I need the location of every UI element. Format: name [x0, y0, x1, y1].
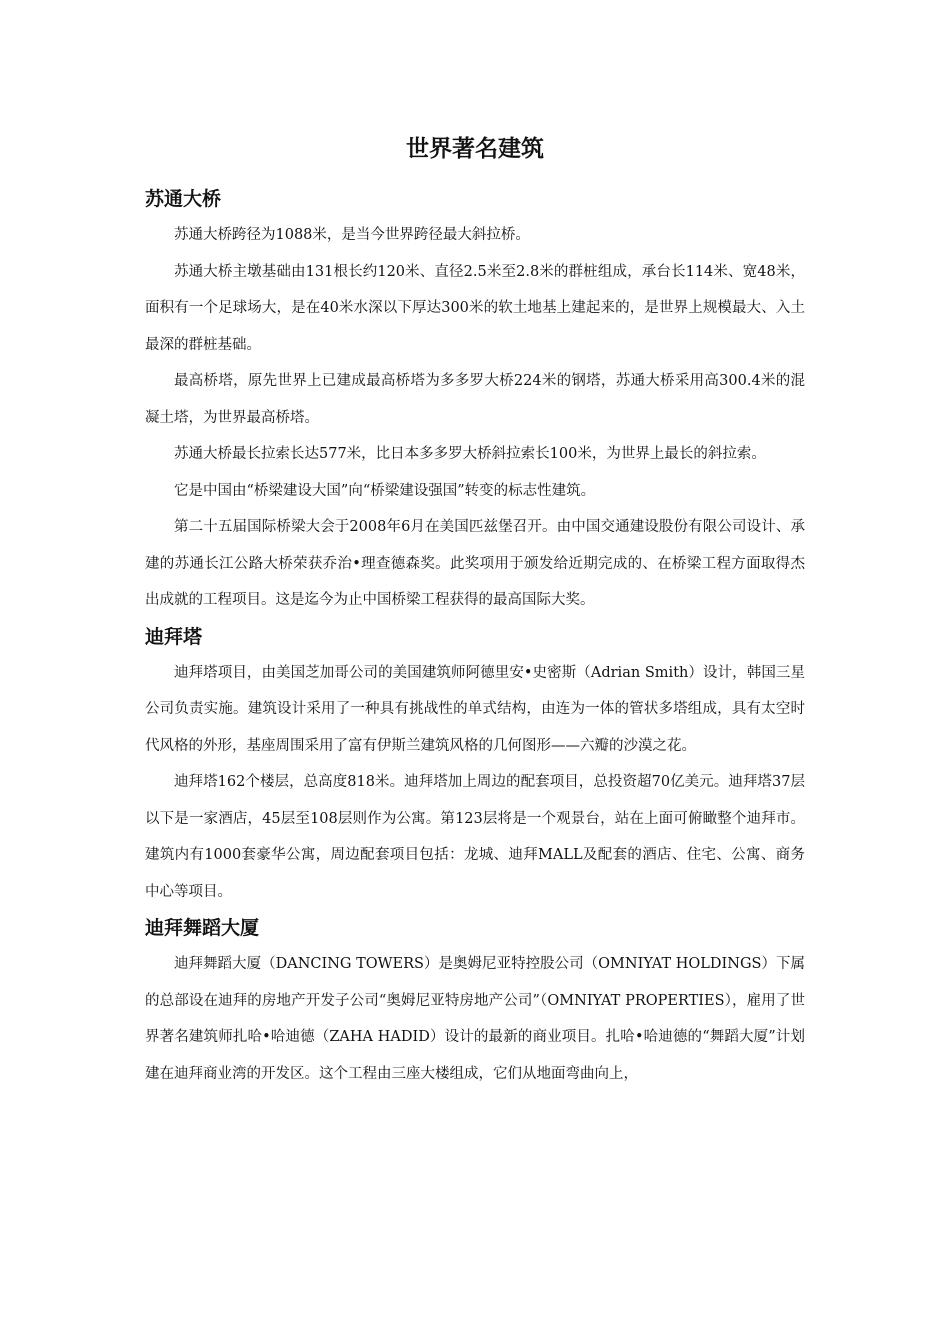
- section-dancing-towers: [145, 910, 805, 1092]
- paragraph: 苏通大桥主墩基础由131根长约120米、直径2.5米至2.8米的群桩组成，承台长114米、宽48米，面积有一个足球场大，是在40米水深以下厚达300米的软土地基上建起来的，是世界上规模最大、入土最深的群桩基础。: [145, 263, 805, 353]
- paragraph: 苏通大桥跨径为1088米，是当今世界跨径最大斜拉桥。: [174, 227, 530, 243]
- section-sutong-bridge: [145, 181, 805, 619]
- document-title: 世界著名建筑: [406, 136, 544, 162]
- paragraph: 苏通大桥最长拉索长达577米，比日本多多罗大桥斜拉索长100米，为世界上最长的斜拉索。: [174, 446, 766, 462]
- paragraph: 它是中国由“桥梁建设大国”向“桥梁建设强国”转变的标志性建筑。: [174, 482, 596, 499]
- paragraph: 第二十五届国际桥梁大会于2008年6月在美国匹兹堡召开。由中国交通建设股份有限公司设计、承建的苏通长江公路大桥荣获乔治•理查德森奖。此奖项用于颁发给近期完成的、在桥梁工程方面取得杰出成就的工程项目。这是迄今为止中国桥梁工程获得的最高国际大奖。: [145, 519, 805, 608]
- section-burj-dubai: [145, 619, 805, 911]
- section-heading: 苏通大桥: [145, 188, 222, 210]
- paragraph: 迪拜塔项目，由美国芝加哥公司的美国建筑师阿德里安•史密斯（Adrian Smith）设计，韩国三星公司负责实施。建筑设计采用了一种具有挑战性的单式结构，由连为一体的管状多塔组成，具有太空时代风格的外形，基座周围采用了富有伊斯兰建筑风格的几何图形——六瓣的沙漠之花。: [145, 664, 805, 754]
- section-heading: 迪拜舞蹈大厦: [145, 917, 260, 939]
- section-heading: 迪拜塔: [145, 625, 203, 648]
- paragraph: 迪拜塔162个楼层，总高度818米。迪拜塔加上周边的配套项目，总投资超70亿美元。迪拜塔37层以下是一家酒店，45层至108层则作为公寓。第123层将是一个观景台，站在上面可俯瞰整个迪拜市。建筑内有1000套豪华公寓，周边配套项目包括：龙城、迪拜MALL及配套的酒店、住宅、公寓、商务中心等项目。: [145, 774, 805, 900]
- paragraph: 迪拜舞蹈大厦（DANCING TOWERS）是奥姆尼亚特控股公司（OMNIYAT HOLDINGS）下属的总部设在迪拜的房地产开发子公司“奥姆尼亚特房地产公司”（OMNIYAT PROPERTIES），雇用了世界著名建筑师扎哈•哈迪德（ZAHA HADID）设计的最新的商业项目。扎哈•哈迪德的“舞蹈大厦”计划建在迪拜商业湾的开发区。这个工程由三座大楼组成，它们从地面弯曲向上，: [145, 956, 805, 1082]
- paragraph: 最高桥塔，原先世界上已建成最高桥塔为多多罗大桥224米的钢塔，苏通大桥采用高300.4米的混凝土塔，为世界最高桥塔。: [145, 373, 805, 426]
- document-body: [145, 181, 805, 1092]
